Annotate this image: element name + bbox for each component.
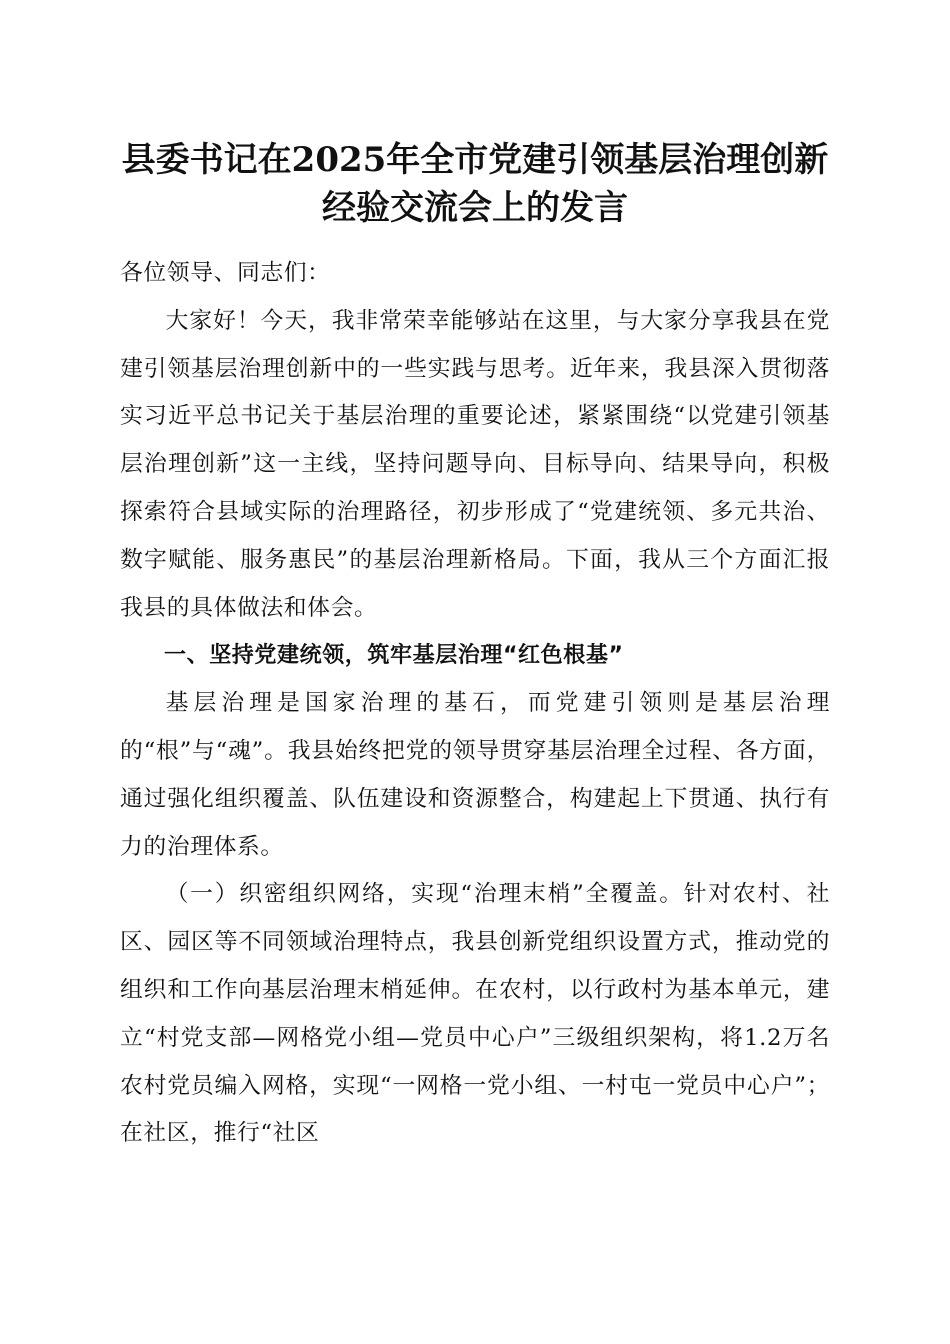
- subsection-1-paragraph: （一）织密组织网络，实现“治理末梢”全覆盖。针对农村、社区、园区等不同领域治理特点，我县创新党组织设置方式，推动党的组织和工作向基层治理末梢延伸。在农村，以行政村为基本单元，建立“村党支部—网格党小组—党员中心户”三级组织架构，将1.2万名农村党员编入网格，实现“一网格一党小组、一村屯一党员中心户”；在社区，推行“社区: [120, 881, 830, 1147]
- salutation: 各位领导、同志们：: [120, 260, 331, 286]
- section-heading-1: 一、坚持党建统领，筑牢基层治理“红色根基”: [164, 643, 624, 669]
- opening-paragraph: 大家好！今天，我非常荣幸能够站在这里，与大家分享我县在党建引领基层治理创新中的一些实践与思考。近年来，我县深入贯彻落实习近平总书记关于基层治理的重要论述，紧紧围绕“以党建引领基层治理创新”这一主线，坚持问题导向、目标导向、结果导向，积极探索符合县域实际的治理路径，初步形成了“党建统领、多元共治、数字赋能、服务惠民”的基层治理新格局。下面，我从三个方面汇报我县的具体做法和体会。: [120, 307, 830, 621]
- document-body: [120, 250, 830, 1158]
- document-title: 县委书记在2025年全市党建引领基层治理创新经验交流会上的发言: [121, 140, 829, 228]
- section-1-paragraph: 基层治理是国家治理的基石，而党建引领则是基层治理的“根”与“魂”。我县始终把党的领导贯穿基层治理全过程、各方面，通过强化组织覆盖、队伍建设和资源整合，构建起上下贯通、执行有力的治理体系。: [120, 690, 830, 860]
